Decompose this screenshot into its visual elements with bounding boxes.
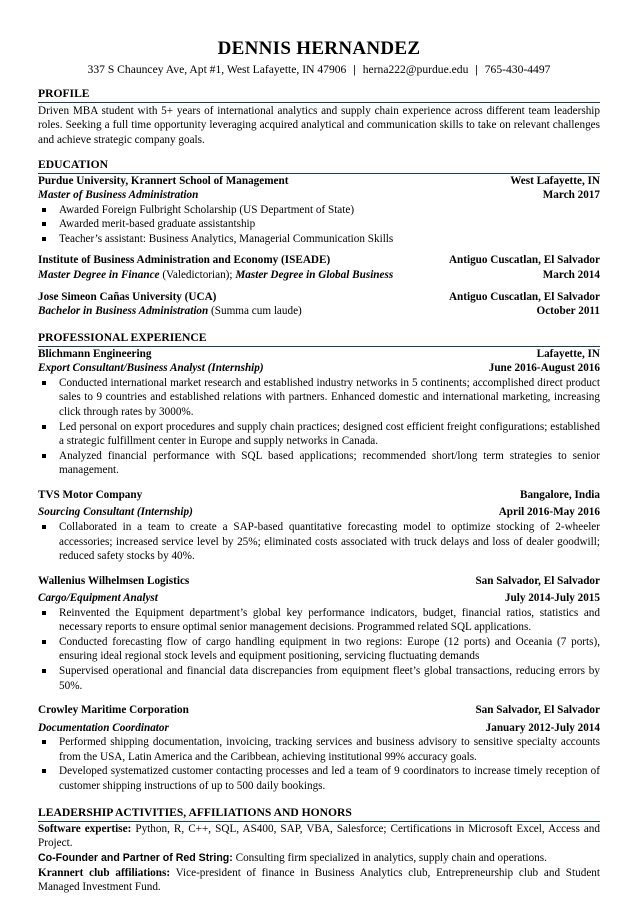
profile-text: Driven MBA student with 5+ years of international analytics and supply chain experience across different team leadership roles. Seeking a full time opportunity leveraging acquired analytical and communication skills to take on relevant challenges and achieve strategic company goals. (38, 104, 600, 147)
job-bullets (38, 606, 600, 693)
education-entry (38, 253, 600, 282)
company-location: Bangalore, India (520, 488, 600, 501)
company-name: Blichmann Engineering (38, 347, 152, 360)
list-item: Awarded merit-based graduate assistantship (38, 217, 600, 232)
school-name: Jose Simeon Cañas University (UCA) (38, 290, 217, 303)
school-row (38, 290, 600, 305)
degree-date: March 2014 (542, 269, 600, 282)
school-name: Institute of Business Administration and Economy (ISEADE) (38, 254, 331, 267)
degree-note: (Summa cum laude) (208, 305, 302, 318)
job-bullets (38, 735, 600, 793)
job-bullets (38, 376, 600, 478)
school-location: West Lafayette, IN (510, 174, 600, 187)
item-label: Co-Founder and Partner of Red String: (38, 851, 233, 864)
school-row (38, 253, 600, 268)
education-entry (38, 174, 600, 247)
list-item: Conducted forecasting flow of cargo handling equipment in two regions: Europe (12 ports) and Oceania (7 ports), ensuring ideal regional stock levels and equipment positioning, servicing fluctuating demands (38, 635, 600, 664)
item-text: Python, R, C++, SQL, AS400, SAP, VBA, Salesforce; Certifications in Microsoft Excel, Access and Project. (38, 822, 600, 850)
degree-line (38, 268, 393, 283)
job-entry (38, 347, 600, 478)
company-name: Wallenius Wilhelmsen Logistics (38, 574, 190, 587)
company-location: Lafayette, IN (536, 347, 600, 360)
leadership-item (38, 822, 600, 851)
list-item: Led personal on export procedures and supply chain practices; designed cost efficient freight configurations; established a strategic fulfillment center in Europe and supply networks in Canada. (38, 420, 600, 449)
job-date: July 2014-July 2015 (504, 592, 600, 605)
job-role: Export Consultant/Business Analyst (Internship) (38, 362, 264, 375)
section-title-leadership: LEADERSHIP ACTIVITIES, AFFILIATIONS AND HONORS (38, 805, 600, 822)
phone: 765-430-4497 (484, 62, 551, 76)
email: herna222@purdue.edu (362, 62, 469, 76)
item-label: Krannert club affiliations: (38, 866, 171, 879)
company-location: San Salvador, El Salvador (475, 704, 600, 717)
company-row (38, 488, 600, 503)
job-role: Documentation Coordinator (38, 721, 169, 734)
list-item: Supervised operational and financial data discrepancies from equipment fleet’s global transactions, reducing errors by 50%. (38, 664, 600, 693)
contact-line (38, 62, 600, 77)
degree: Master of Business Administration (38, 189, 199, 202)
school-row (38, 174, 600, 189)
job-role: Cargo/Equipment Analyst (38, 592, 158, 605)
education-entry (38, 290, 600, 319)
job-entry (38, 703, 600, 793)
company-row (38, 347, 600, 362)
degree-row (38, 304, 600, 319)
role-row (38, 505, 600, 520)
degree: Master Degree in Finance (38, 269, 160, 282)
list-item: Awarded Foreign Fulbright Scholarship (US Department of State) (38, 203, 600, 218)
school-location: Antiguo Cuscatlan, El Salvador (448, 290, 600, 303)
company-row (38, 703, 600, 718)
role-row (38, 721, 600, 736)
degree: Bachelor in Business Administration (38, 305, 209, 318)
school-name: Purdue University, Krannert School of Management (38, 174, 289, 187)
job-entry (38, 488, 600, 564)
address: 337 S Chauncey Ave, Apt #1, West Lafayette, IN 47906 (87, 62, 347, 76)
company-location: San Salvador, El Salvador (475, 574, 600, 587)
list-item: Teacher’s assistant: Business Analytics, Managerial Communication Skills (38, 232, 600, 247)
separator: | (475, 62, 478, 76)
company-row (38, 574, 600, 589)
candidate-name: DENNIS HERNANDEZ (217, 38, 421, 59)
job-entry (38, 574, 600, 694)
school-location: Antiguo Cuscatlan, El Salvador (448, 254, 600, 267)
degree-row (38, 188, 600, 203)
job-bullets (38, 520, 600, 564)
degree-line (38, 304, 302, 319)
section-title-profile: PROFILE (38, 86, 600, 103)
company-name: TVS Motor Company (38, 488, 143, 501)
list-item: Conducted international market research and established industry networks in 5 continents; accomplished direct product sales to 9 countries and established relations with partners. Enhanced domestic and international marketing, increasing click through rates by 3000%. (38, 376, 600, 420)
job-date: June 2016-August 2016 (488, 362, 600, 375)
item-text: Vice-president of finance in Business Analytics club, Entrepreneurship club and Student Managed Investment Fund. (38, 866, 600, 894)
education-bullets (38, 203, 600, 247)
degree-row (38, 268, 600, 283)
degree-date: October 2011 (536, 305, 600, 318)
list-item: Performed shipping documentation, invoicing, tracking services and business advisory to sensitive specialty accounts from the USA, Latin America and the Caribbean, achieving institutional 99% accuracy goals. (38, 735, 600, 764)
list-item: Developed systematized customer contacting processes and led a team of 9 coordinators to increase timely reception of customer shipping instructions of up to 500 daily bookings. (38, 764, 600, 793)
leadership-item (38, 851, 600, 866)
item-label: Software expertise: (38, 822, 132, 835)
degree-second: Master Degree in Global Business (235, 269, 394, 282)
job-date: April 2016-May 2016 (498, 506, 600, 519)
company-name: Crowley Maritime Corporation (38, 704, 189, 717)
degree-date: March 2017 (542, 189, 600, 202)
role-row (38, 591, 600, 606)
job-role: Sourcing Consultant (Internship) (38, 506, 193, 519)
list-item: Reinvented the Equipment department’s global key performance indicators, budget, financial ratios, statistics and necessary reports to ensure optimal senior management decisions. Programmed related SQL applications. (38, 606, 600, 635)
job-date: January 2012-July 2014 (485, 721, 600, 734)
leadership-item (38, 866, 600, 895)
degree-note: (Valedictorian); (159, 269, 236, 282)
item-text: Consulting firm specialized in analytics, supply chain and operations. (232, 851, 547, 864)
separator: | (353, 62, 356, 76)
section-title-education: EDUCATION (38, 157, 600, 174)
section-title-experience: PROFESSIONAL EXPERIENCE (38, 330, 600, 347)
list-item: Analyzed financial performance with SQL based applications; recommended short/long term strategies to senior management. (38, 449, 600, 478)
role-row (38, 361, 600, 376)
list-item: Collaborated in a team to create a SAP-based quantitative forecasting model to optimize stocking of 2-wheeler accessories; increased service level by 25%; eliminated costs associated with truck delays and loss of dealer goodwill; reduced safety stocks by 40%. (38, 520, 600, 564)
